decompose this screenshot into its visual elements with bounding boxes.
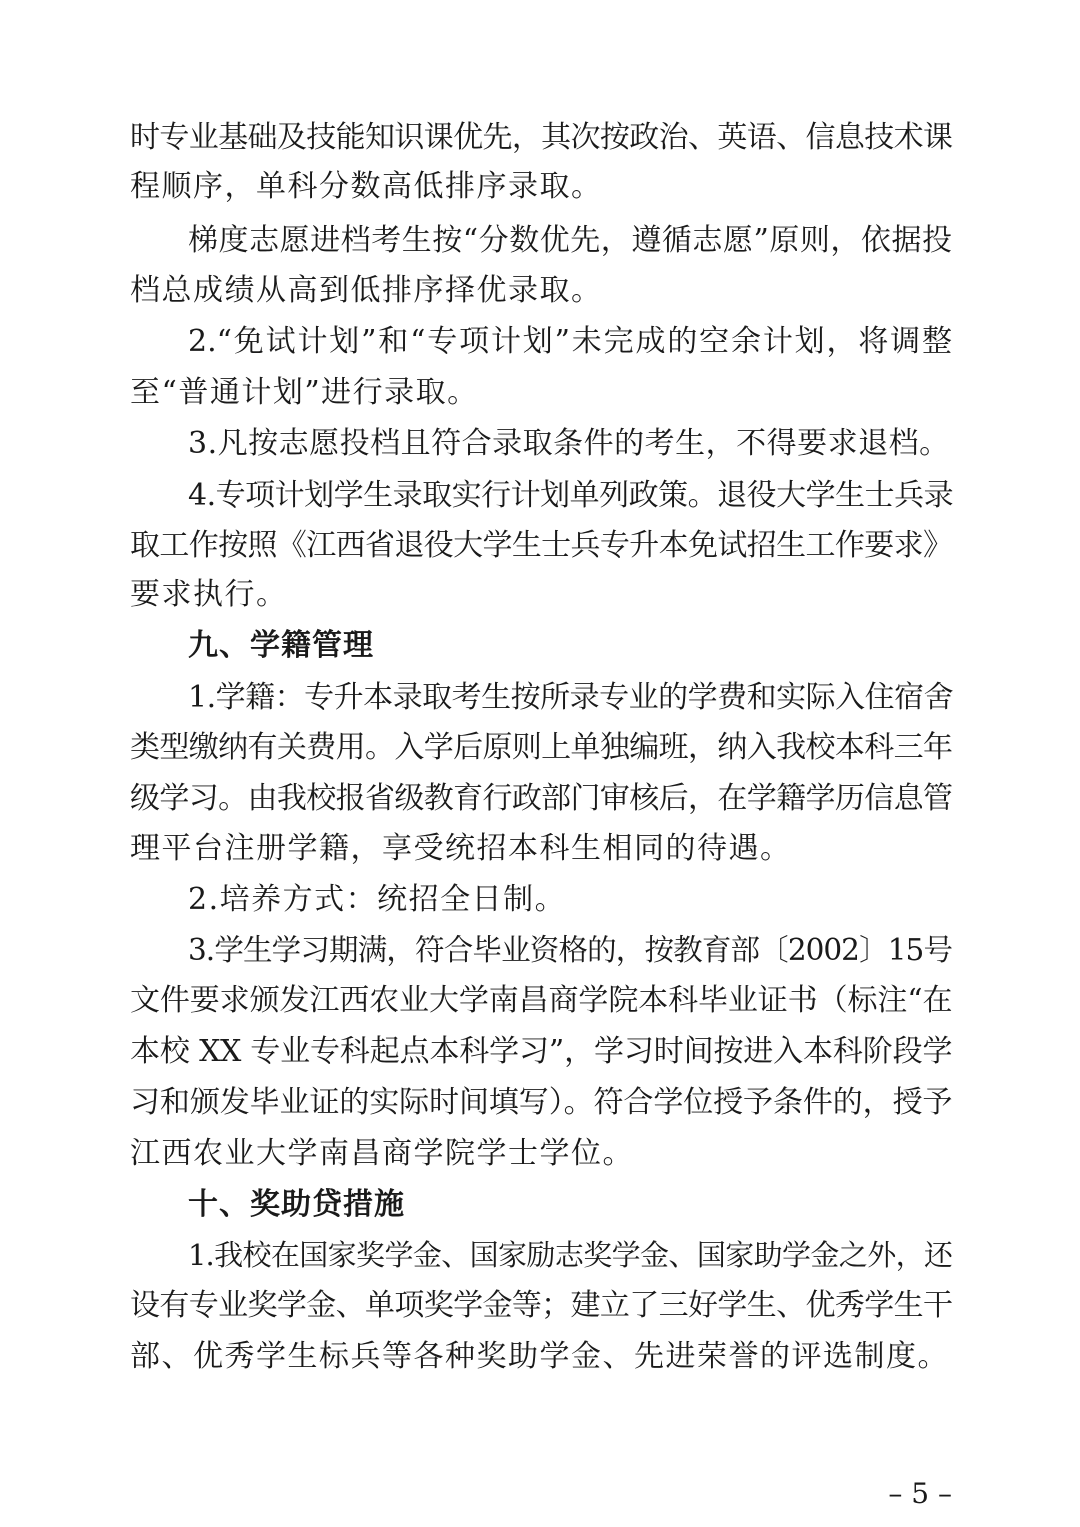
body-text-line: 4.专项计划学生录取实行计划单列政策。退役大学生士兵录 — [188, 478, 954, 513]
body-text-line: 取工作按照《江西省退役大学生士兵专升本免试招生工作要求》 — [130, 528, 952, 563]
body-text-line: 类型缴纳有关费用。入学后原则上单独编班，纳入我校本科三年 — [130, 730, 952, 765]
body-text-line: 2.“免试计划”和“专项计划”未完成的空余计划，将调整 — [188, 324, 952, 359]
body-text-line: 江西农业大学南昌商学院学士学位。 — [130, 1136, 634, 1171]
body-text-line: 3.学生学习期满，符合毕业资格的，按教育部〔2002〕15号 — [188, 933, 952, 967]
body-text-line: 本校 XX 专业专科起点本科学习”，学习时间按进入本科阶段学 — [130, 1034, 952, 1069]
body-text-line: 至“普通计划”进行录取。 — [130, 375, 479, 410]
body-text-line: 习和颁发毕业证的实际时间填写）。符合学位授予条件的，授予 — [130, 1085, 952, 1120]
body-text-line: 2.培养方式：统招全日制。 — [188, 882, 567, 917]
body-text-line: 文件要求颁发江西农业大学南昌商学院本科毕业证书（标注“在 — [130, 983, 952, 1018]
body-text-line: 级学习。由我校报省级教育行政部门审核后，在学籍学历信息管 — [130, 781, 952, 816]
body-text-line: 理平台注册学籍，享受统招本科生相同的待遇。 — [130, 831, 792, 866]
body-text-line: 程顺序，单科分数高低排序录取。 — [130, 169, 603, 204]
section-heading-9: 九、学籍管理 — [188, 628, 374, 663]
body-text-line: 1.学籍：专升本录取考生按所录专业的学费和实际入住宿舍 — [188, 680, 954, 715]
body-text-line: 设有专业奖学金、单项奖学金等；建立了三好学生、优秀学生干 — [130, 1288, 952, 1323]
body-text-line: 部、优秀学生标兵等各种奖助学金、先进荣誉的评选制度。 — [130, 1339, 949, 1374]
body-text-line: 3.凡按志愿投档且符合录取条件的考生，不得要求退档。 — [188, 426, 950, 461]
body-text-line: 梯度志愿进档考生按“分数优先，遵循志愿”原则，依据投 — [188, 223, 952, 258]
page-number: – 5 – — [888, 1477, 952, 1510]
body-text-line: 时专业基础及技能知识课优先，其次按政治、英语、信息技术课 — [130, 120, 952, 155]
body-text-line: 档总成绩从高到低排序择优录取。 — [130, 273, 603, 308]
body-text-line: 要求执行。 — [130, 577, 288, 612]
body-text-line: 1.我校在国家奖学金、国家励志奖学金、国家助学金之外，还 — [188, 1238, 952, 1272]
section-heading-10: 十、奖助贷措施 — [188, 1187, 405, 1222]
